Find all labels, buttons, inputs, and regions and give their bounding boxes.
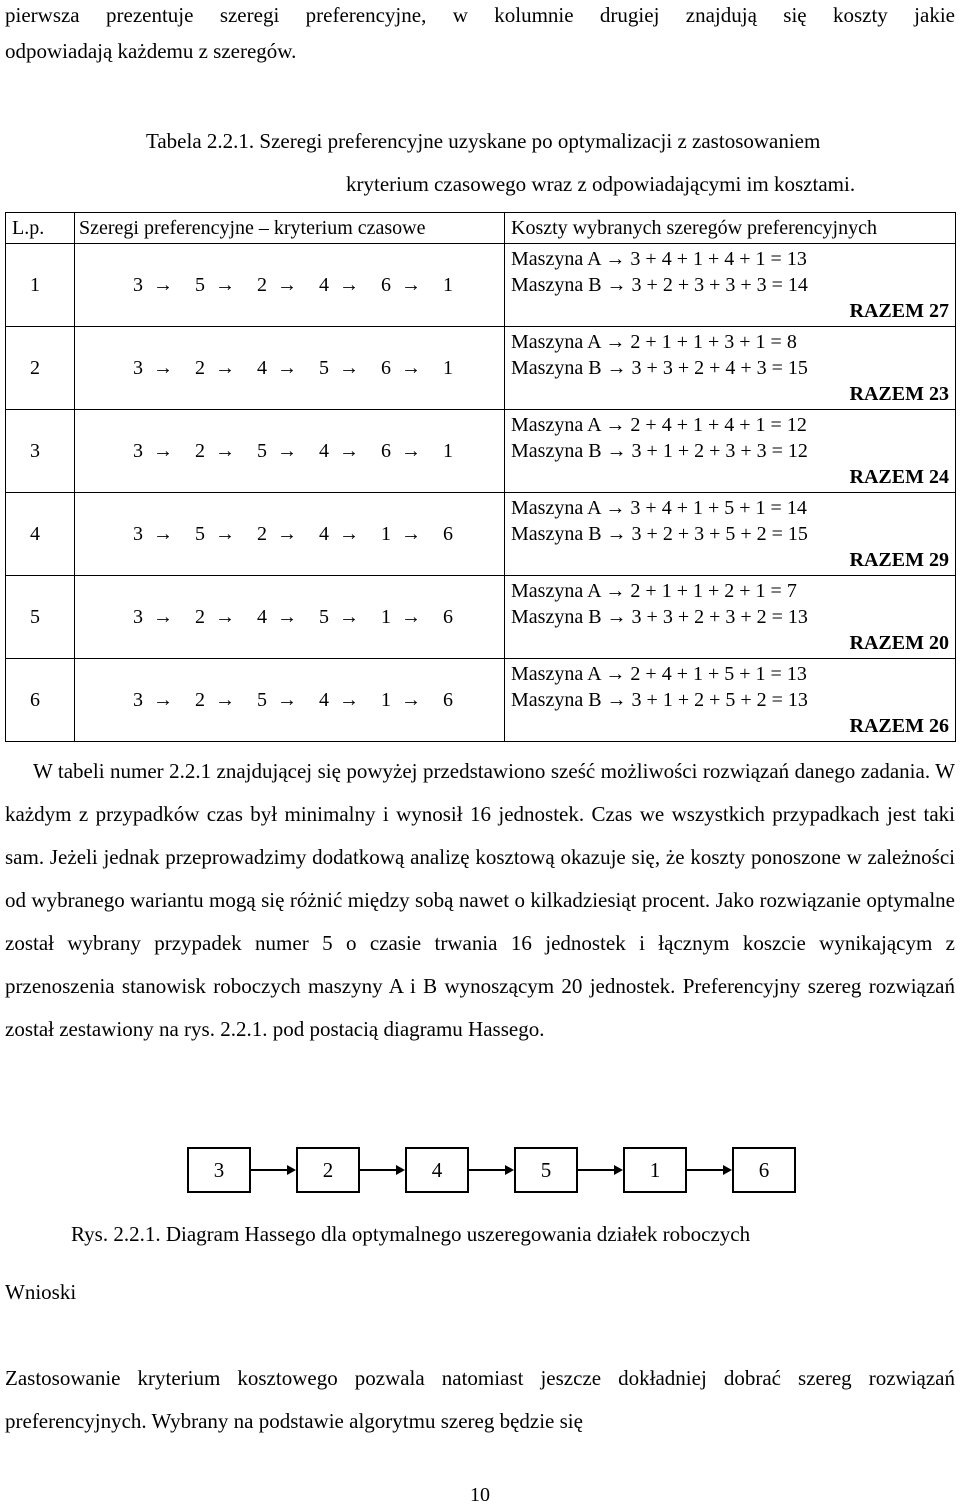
right-arrow-icon: → (153, 356, 173, 379)
machine-a-cost: Maszyna A → 2 + 1 + 1 + 3 + 1 = 8 (511, 331, 797, 353)
right-arrow-icon: → (153, 688, 173, 711)
machine-b-cost: Maszyna B → 3 + 2 + 3 + 5 + 2 = 15 (511, 523, 808, 545)
sequence-value: 6 (381, 439, 391, 462)
sequence-element (133, 689, 195, 712)
right-arrow-icon: → (215, 688, 235, 711)
preference-table-body (6, 213, 956, 742)
sequence-value: 2 (195, 688, 205, 711)
header-costs: Koszty wybranych szeregów preferencyjnych (505, 213, 956, 244)
sequence-element (319, 440, 381, 463)
sequence-element (381, 523, 443, 546)
sequence-value: 3 (133, 688, 143, 711)
sequence-value: 1 (381, 688, 391, 711)
intro-line-2: odpowiadają każdemu z szeregów. (5, 39, 297, 63)
sequence-value: 2 (195, 356, 205, 379)
sequence-value: 5 (257, 439, 267, 462)
machine-b-cost: Maszyna B → 3 + 2 + 3 + 3 + 3 = 14 (511, 274, 808, 296)
hasse-edge (251, 1169, 288, 1171)
sequence-chain (133, 523, 504, 546)
row-costs (505, 493, 956, 576)
table-caption-line-2: kryterium czasowego wraz z odpowiadającymi im kosztami. (346, 172, 856, 196)
sequence-value: 1 (443, 356, 453, 379)
sequence-element (133, 357, 195, 380)
body-paragraph: W tabeli numer 2.2.1 znajdującej się powyżej przedstawiono sześć możliwości rozwiązań danego zadania. W każdym z przypadków czas był minimalny i wynosił 16 jednostek. Czas we wszystkich przypadkach jest taki sam. Jeżeli jednak przeprowadzimy dodatkową analizę kosztową okazuje się, że koszty ponoszone w zależności od wybranego wariantu mogą się różnić między sobą nawet o kilkadziesiąt procent. Jako rozwiązanie optymalne został wybrany przypadek numer 5 o czasie trwania 16 jednostek i łącznym koszcie wynikającym z przenoszenia stanowisk roboczych maszyny A i B wynoszącym 20 jednostek. Preferencyjny szereg rozwiązań został zestawiony na rys. 2.2.1. pod postacią diagramu Hassego. (5, 759, 955, 1041)
intro-line-1: pierwsza prezentuje szeregi preferencyjne, w kolumnie drugiej znajdują się koszty jakie (5, 3, 955, 27)
sequence-element (381, 357, 443, 380)
table-row (6, 327, 956, 410)
sequence-element (319, 274, 381, 297)
sequence-value: 6 (443, 522, 453, 545)
row-costs (505, 659, 956, 742)
hasse-node: 5 (514, 1147, 578, 1193)
hasse-node: 6 (732, 1147, 796, 1193)
sequence-chain (133, 274, 504, 297)
right-arrow-icon: → (215, 522, 235, 545)
sequence-value: 4 (257, 605, 267, 628)
machine-a-cost: Maszyna A → 2 + 4 + 1 + 4 + 1 = 12 (511, 414, 807, 436)
sequence-value: 6 (381, 356, 391, 379)
hasse-node: 3 (187, 1147, 251, 1193)
row-costs (505, 327, 956, 410)
row-number: 3 (6, 410, 75, 493)
sequence-element (195, 274, 257, 297)
sequence-value: 1 (381, 522, 391, 545)
sequence-element (381, 274, 443, 297)
right-arrow-icon: → (339, 356, 359, 379)
right-arrow-icon: → (339, 273, 359, 296)
hasse-caption: Rys. 2.2.1. Diagram Hassego dla optymalnego uszeregowania działek roboczych (71, 1222, 751, 1246)
arrowhead-icon (614, 1165, 623, 1175)
sequence-element (319, 357, 381, 380)
sequence-value: 4 (319, 522, 329, 545)
arrowhead-icon (723, 1165, 732, 1175)
cost-total: RAZEM 27 (849, 300, 949, 322)
sequence-value: 2 (195, 605, 205, 628)
row-costs (505, 410, 956, 493)
sequence-element (319, 606, 381, 629)
machine-b-cost: Maszyna B → 3 + 3 + 2 + 4 + 3 = 15 (511, 357, 808, 379)
sequence-value: 1 (443, 273, 453, 296)
sequence-element (381, 440, 443, 463)
sequence-value: 6 (443, 688, 453, 711)
right-arrow-icon: → (277, 356, 297, 379)
sequence-value: 5 (195, 522, 205, 545)
row-costs (505, 576, 956, 659)
row-number: 6 (6, 659, 75, 742)
machine-a-cost: Maszyna A → 2 + 4 + 1 + 5 + 1 = 13 (511, 663, 807, 685)
sequence-element (443, 606, 473, 629)
hasse-edge (360, 1169, 397, 1171)
table-row (6, 576, 956, 659)
sequence-element (257, 689, 319, 712)
sequence-element (195, 689, 257, 712)
sequence-element (133, 523, 195, 546)
sequence-value: 4 (257, 356, 267, 379)
row-sequence (75, 244, 505, 327)
row-number: 1 (6, 244, 75, 327)
right-arrow-icon: → (401, 605, 421, 628)
sequence-element (443, 440, 473, 463)
row-sequence (75, 327, 505, 410)
right-arrow-icon: → (401, 273, 421, 296)
sequence-value: 5 (195, 273, 205, 296)
sequence-value: 4 (319, 688, 329, 711)
sequence-element (443, 274, 473, 297)
machine-a-cost: Maszyna A → 3 + 4 + 1 + 4 + 1 = 13 (511, 248, 807, 270)
row-sequence (75, 576, 505, 659)
cost-total: RAZEM 26 (849, 715, 949, 737)
sequence-value: 3 (133, 273, 143, 296)
row-number: 5 (6, 576, 75, 659)
row-sequence (75, 493, 505, 576)
sequence-element (257, 606, 319, 629)
right-arrow-icon: → (401, 439, 421, 462)
sequence-element (257, 523, 319, 546)
sequence-element (381, 689, 443, 712)
sequence-element (257, 357, 319, 380)
sequence-value: 2 (257, 522, 267, 545)
page-number: 10 (470, 1484, 490, 1506)
sequence-element (381, 606, 443, 629)
right-arrow-icon: → (215, 273, 235, 296)
machine-a-cost: Maszyna A → 2 + 1 + 1 + 2 + 1 = 7 (511, 580, 797, 602)
hasse-node: 2 (296, 1147, 360, 1193)
table-row (6, 659, 956, 742)
sequence-value: 3 (133, 522, 143, 545)
sequence-element (195, 523, 257, 546)
sequence-value: 5 (319, 605, 329, 628)
right-arrow-icon: → (215, 605, 235, 628)
right-arrow-icon: → (401, 688, 421, 711)
right-arrow-icon: → (277, 688, 297, 711)
table-row (6, 244, 956, 327)
sequence-element (195, 357, 257, 380)
right-arrow-icon: → (153, 273, 173, 296)
row-number: 4 (6, 493, 75, 576)
row-number: 2 (6, 327, 75, 410)
right-arrow-icon: → (339, 605, 359, 628)
sequence-chain (133, 440, 504, 463)
sequence-chain (133, 689, 504, 712)
cost-total: RAZEM 20 (849, 632, 949, 654)
sequence-element (133, 440, 195, 463)
sequence-value: 3 (133, 605, 143, 628)
right-arrow-icon: → (339, 439, 359, 462)
right-arrow-icon: → (401, 356, 421, 379)
table-row (6, 410, 956, 493)
sequence-element (133, 274, 195, 297)
right-arrow-icon: → (339, 522, 359, 545)
sequence-element (319, 689, 381, 712)
row-sequence (75, 410, 505, 493)
sequence-value: 5 (319, 356, 329, 379)
machine-b-cost: Maszyna B → 3 + 1 + 2 + 3 + 3 = 12 (511, 440, 808, 462)
right-arrow-icon: → (153, 439, 173, 462)
arrowhead-icon (287, 1165, 296, 1175)
hasse-edge (469, 1169, 506, 1171)
conclusions-heading: Wnioski (5, 1280, 77, 1304)
sequence-element (443, 523, 473, 546)
right-arrow-icon: → (277, 522, 297, 545)
arrowhead-icon (396, 1165, 405, 1175)
row-costs (505, 244, 956, 327)
header-sequences: Szeregi preferencyjne – kryterium czasowe (75, 213, 505, 244)
sequence-value: 5 (257, 688, 267, 711)
sequence-element (133, 606, 195, 629)
right-arrow-icon: → (277, 605, 297, 628)
sequence-value: 3 (133, 356, 143, 379)
sequence-value: 1 (443, 439, 453, 462)
sequence-value: 2 (195, 439, 205, 462)
sequence-chain (133, 357, 504, 380)
right-arrow-icon: → (153, 522, 173, 545)
sequence-element (195, 440, 257, 463)
sequence-value: 6 (381, 273, 391, 296)
cost-total: RAZEM 24 (849, 466, 949, 488)
table-caption-line-1: Tabela 2.2.1. Szeregi preferencyjne uzyskane po optymalizacji z zastosowaniem (146, 129, 821, 153)
sequence-value: 3 (133, 439, 143, 462)
right-arrow-icon: → (339, 688, 359, 711)
table-row (6, 493, 956, 576)
cost-total: RAZEM 23 (849, 383, 949, 405)
machine-b-cost: Maszyna B → 3 + 1 + 2 + 5 + 2 = 13 (511, 689, 808, 711)
conclusions-text: Zastosowanie kryterium kosztowego pozwala natomiast jeszcze dokładniej dobrać szereg rozwiązań preferencyjnych. Wybrany na podstawie algorytmu szereg będzie się (5, 1366, 955, 1433)
header-lp: L.p. (6, 213, 75, 244)
cost-total: RAZEM 29 (849, 549, 949, 571)
right-arrow-icon: → (215, 356, 235, 379)
sequence-element (257, 274, 319, 297)
right-arrow-icon: → (277, 439, 297, 462)
hasse-node: 1 (623, 1147, 687, 1193)
sequence-element (443, 689, 473, 712)
sequence-element (443, 357, 473, 380)
right-arrow-icon: → (215, 439, 235, 462)
machine-b-cost: Maszyna B → 3 + 3 + 2 + 3 + 2 = 13 (511, 606, 808, 628)
row-sequence (75, 659, 505, 742)
sequence-value: 1 (381, 605, 391, 628)
sequence-value: 4 (319, 273, 329, 296)
sequence-value: 4 (319, 439, 329, 462)
sequence-value: 6 (443, 605, 453, 628)
hasse-node: 4 (405, 1147, 469, 1193)
right-arrow-icon: → (401, 522, 421, 545)
sequence-chain (133, 606, 504, 629)
preference-table (5, 212, 956, 742)
sequence-element (319, 523, 381, 546)
right-arrow-icon: → (277, 273, 297, 296)
sequence-value: 2 (257, 273, 267, 296)
sequence-element (195, 606, 257, 629)
sequence-element (257, 440, 319, 463)
hasse-edge (578, 1169, 615, 1171)
table-header-row (6, 213, 956, 244)
machine-a-cost: Maszyna A → 3 + 4 + 1 + 5 + 1 = 14 (511, 497, 807, 519)
right-arrow-icon: → (153, 605, 173, 628)
arrowhead-icon (505, 1165, 514, 1175)
hasse-edge (687, 1169, 724, 1171)
